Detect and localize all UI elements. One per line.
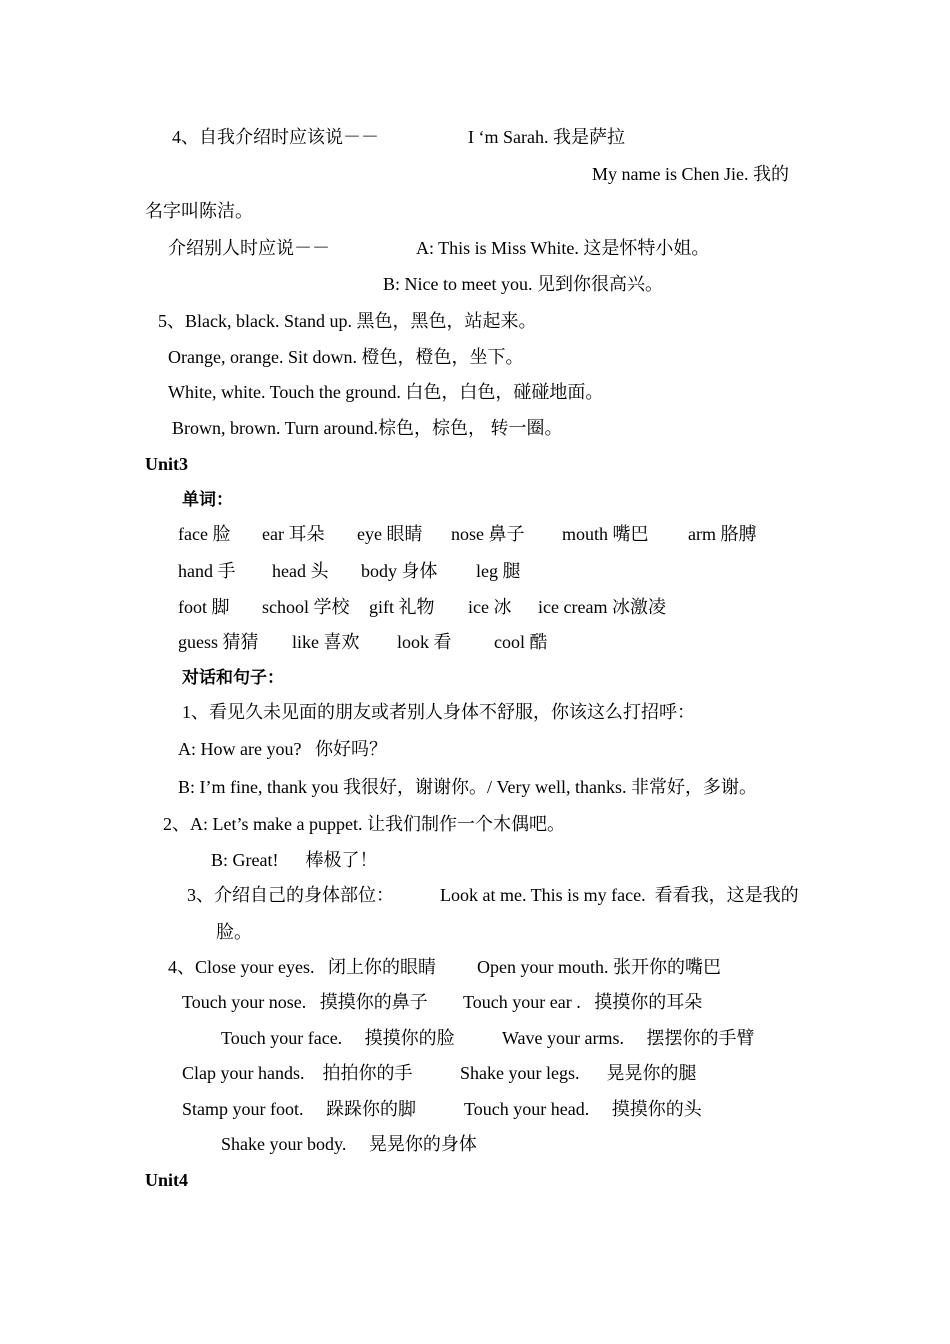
vocab-item: cool 酷: [494, 632, 548, 652]
vocab-item: ear 耳朵: [262, 524, 325, 544]
dialog-line: 脸。: [216, 922, 252, 942]
vocab-item: ice 冰: [468, 597, 512, 617]
vocab-item: foot 脚: [178, 597, 230, 617]
dialog-line: Look at me. This is my face. 看看我，这是我的: [440, 885, 799, 905]
command-line: Wave your arms. 摆摆你的手臂: [502, 1028, 755, 1048]
dialog-line: B: I’m fine, thank you 我很好，谢谢你。/ Very well, thanks. 非常好，多谢。: [178, 777, 757, 797]
dialog-line: 3、介绍自己的身体部位：: [187, 885, 394, 905]
command-line: Shake your body. 晃晃你的身体: [221, 1134, 477, 1154]
vocab-item: head 头: [272, 561, 329, 581]
command-line: Stamp your foot. 跺跺你的脚: [182, 1099, 416, 1119]
vocab-item: hand 手: [178, 561, 236, 581]
intro-self-example-2-cont: 名字叫陈洁。: [145, 201, 253, 221]
vocab-item: eye 眼睛: [357, 524, 423, 544]
command-line: Touch your ear . 摸摸你的耳朵: [463, 992, 703, 1012]
vocab-item: body 身体: [361, 561, 438, 581]
vocab-heading: 单词：: [182, 490, 233, 509]
intro-self-example-2: My name is Chen Jie. 我的: [592, 164, 789, 184]
intro-other-a: A: This is Miss White. 这是怀特小姐。: [416, 238, 710, 258]
vocab-item: guess 猜猜: [178, 632, 259, 652]
vocab-item: mouth 嘴巴: [562, 524, 649, 544]
intro-self-label: 4、自我介绍时应该说－－: [172, 127, 379, 147]
intro-other-label: 介绍别人时应说－－: [168, 238, 330, 258]
command-line: Clap your hands. 拍拍你的手: [182, 1063, 413, 1083]
command-line: Shake your legs. 晃晃你的腿: [460, 1063, 697, 1083]
command-line: Open your mouth. 张开你的嘴巴: [477, 957, 721, 977]
vocab-item: leg 腿: [476, 561, 521, 581]
dialog-line: B: Great! 棒极了！: [211, 850, 378, 870]
dialog-line: A: How are you? 你好吗？: [178, 739, 387, 759]
unit4-heading: Unit4: [145, 1170, 189, 1190]
unit3-heading: Unit3: [145, 454, 189, 474]
intro-self-example: I ‘m Sarah. 我是萨拉: [468, 127, 625, 147]
chant-line-2: Orange, orange. Sit down. 橙色，橙色，坐下。: [168, 347, 524, 367]
chant-line-3: White, white. Touch the ground. 白色，白色，碰碰地面。: [168, 382, 604, 402]
intro-other-b: B: Nice to meet you. 见到你很高兴。: [383, 274, 663, 294]
vocab-item: arm 胳膊: [688, 524, 757, 544]
dialog-heading: 对话和句子：: [182, 668, 284, 687]
dialog-line: 1、看见久未见面的朋友或者别人身体不舒服，你该这么打招呼：: [182, 702, 695, 722]
command-line: Touch your face. 摸摸你的脸: [221, 1028, 455, 1048]
vocab-item: face 脸: [178, 524, 231, 544]
vocab-item: gift 礼物: [369, 597, 435, 617]
chant-line-4: Brown, brown. Turn around.棕色，棕色， 转一圈。: [172, 418, 563, 438]
vocab-item: ice cream 冰激凌: [538, 597, 666, 617]
chant-line-1: 5、Black, black. Stand up. 黑色，黑色，站起来。: [158, 311, 537, 331]
vocab-item: nose 鼻子: [451, 524, 525, 544]
dialog-line: 2、A: Let’s make a puppet. 让我们制作一个木偶吧。: [163, 814, 565, 834]
vocab-item: like 喜欢: [292, 632, 360, 652]
vocab-item: school 学校: [262, 597, 350, 617]
command-line: Touch your head. 摸摸你的头: [464, 1099, 702, 1119]
command-line: 4、Close your eyes. 闭上你的眼睛: [168, 957, 436, 977]
command-line: Touch your nose. 摸摸你的鼻子: [182, 992, 428, 1012]
vocab-item: look 看: [397, 632, 452, 652]
